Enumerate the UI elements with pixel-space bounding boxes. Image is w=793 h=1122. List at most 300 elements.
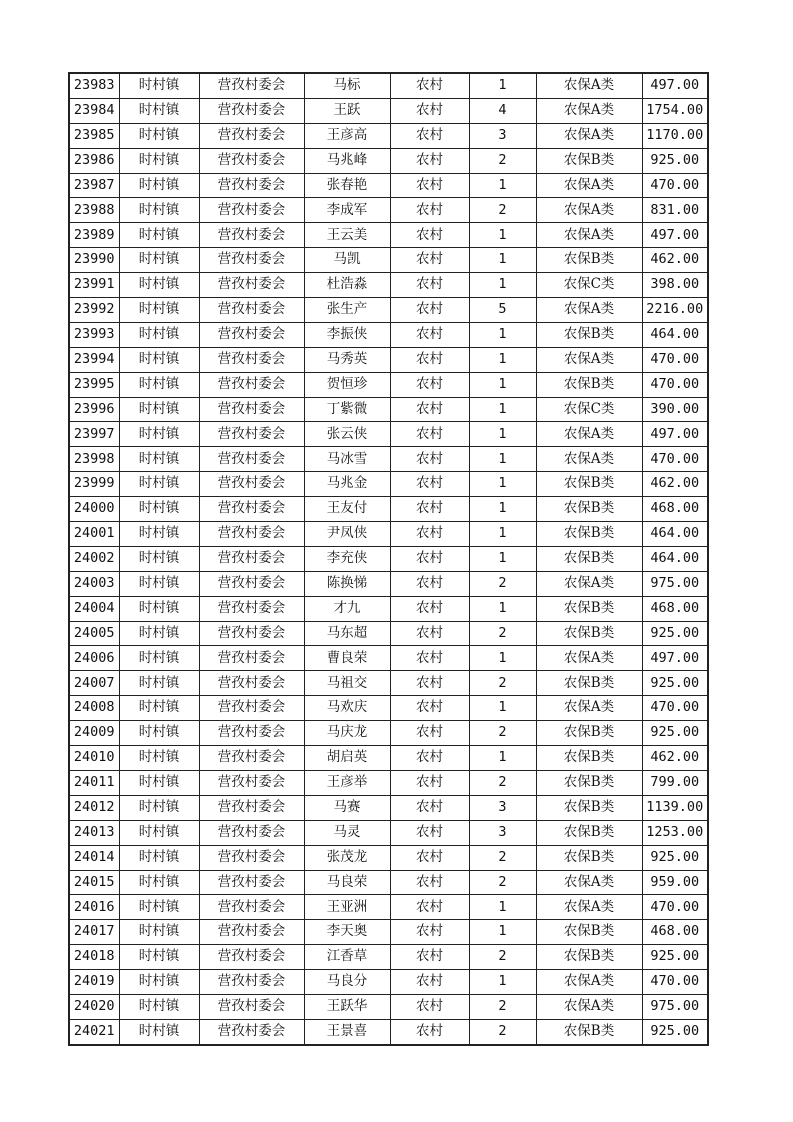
cell-household-type: 农村 [390,621,469,646]
table-row [69,895,708,920]
cell-amount: 2216.00 [642,298,708,323]
cell-household-type: 农村 [390,422,469,447]
cell-amount: 799.00 [642,770,708,795]
cell-insurance-category: 农保A类 [536,123,642,148]
cell-town: 时村镇 [119,721,199,746]
cell-person-count: 1 [469,447,536,472]
cell-amount: 470.00 [642,447,708,472]
cell-amount: 468.00 [642,596,708,621]
table-row [69,497,708,522]
cell-household-type: 农村 [390,248,469,273]
table-row [69,970,708,995]
table-row [69,372,708,397]
table-row [69,123,708,148]
cell-insurance-category: 农保A类 [536,646,642,671]
cell-record-number: 24016 [69,895,119,920]
cell-household-type: 农村 [390,447,469,472]
cell-insurance-category: 农保A类 [536,223,642,248]
cell-insurance-category: 农保A类 [536,347,642,372]
cell-person-count: 2 [469,994,536,1019]
cell-record-number: 24000 [69,497,119,522]
cell-town: 时村镇 [119,920,199,945]
table-row [69,646,708,671]
cell-village-committee: 营孜村委会 [199,98,304,123]
cell-household-type: 农村 [390,546,469,571]
cell-person-name: 马兆金 [304,472,390,497]
table-row [69,98,708,123]
cell-village-committee: 营孜村委会 [199,721,304,746]
cell-household-type: 农村 [390,920,469,945]
cell-person-count: 1 [469,372,536,397]
cell-record-number: 24014 [69,845,119,870]
cell-record-number: 24003 [69,571,119,596]
table-row [69,397,708,422]
cell-insurance-category: 农保B类 [536,596,642,621]
table-row [69,472,708,497]
cell-person-name: 马凯 [304,248,390,273]
cell-village-committee: 营孜村委会 [199,372,304,397]
cell-amount: 470.00 [642,970,708,995]
table-row [69,173,708,198]
cell-town: 时村镇 [119,770,199,795]
cell-household-type: 农村 [390,372,469,397]
cell-person-name: 马欢庆 [304,696,390,721]
cell-person-name: 马赛 [304,795,390,820]
cell-record-number: 24019 [69,970,119,995]
cell-record-number: 23997 [69,422,119,447]
cell-person-count: 1 [469,746,536,771]
cell-insurance-category: 农保B类 [536,746,642,771]
cell-amount: 925.00 [642,671,708,696]
table-row [69,522,708,547]
cell-person-count: 3 [469,123,536,148]
table-row [69,223,708,248]
cell-record-number: 23993 [69,322,119,347]
cell-amount: 1139.00 [642,795,708,820]
table-row [69,248,708,273]
cell-household-type: 农村 [390,770,469,795]
cell-household-type: 农村 [390,173,469,198]
cell-record-number: 24013 [69,820,119,845]
cell-insurance-category: 农保A类 [536,173,642,198]
cell-amount: 464.00 [642,522,708,547]
cell-record-number: 24008 [69,696,119,721]
cell-household-type: 农村 [390,746,469,771]
cell-household-type: 农村 [390,696,469,721]
cell-village-committee: 营孜村委会 [199,895,304,920]
cell-amount: 468.00 [642,497,708,522]
cell-person-count: 4 [469,98,536,123]
cell-insurance-category: 农保A类 [536,994,642,1019]
cell-village-committee: 营孜村委会 [199,422,304,447]
cell-town: 时村镇 [119,447,199,472]
table-row [69,770,708,795]
cell-person-name: 陈换悌 [304,571,390,596]
cell-person-count: 1 [469,173,536,198]
cell-record-number: 23994 [69,347,119,372]
cell-amount: 470.00 [642,895,708,920]
cell-record-number: 24005 [69,621,119,646]
cell-person-name: 王跃 [304,98,390,123]
cell-record-number: 23984 [69,98,119,123]
cell-insurance-category: 农保A类 [536,970,642,995]
cell-town: 时村镇 [119,123,199,148]
cell-village-committee: 营孜村委会 [199,148,304,173]
table-row [69,870,708,895]
cell-person-count: 1 [469,422,536,447]
cell-insurance-category: 农保B类 [536,497,642,522]
cell-village-committee: 营孜村委会 [199,173,304,198]
cell-town: 时村镇 [119,646,199,671]
cell-person-name: 江香草 [304,945,390,970]
roster-body [69,73,708,1045]
cell-amount: 464.00 [642,322,708,347]
table-row [69,347,708,372]
cell-insurance-category: 农保B类 [536,770,642,795]
cell-person-name: 马庆龙 [304,721,390,746]
cell-person-count: 1 [469,223,536,248]
cell-town: 时村镇 [119,497,199,522]
cell-amount: 390.00 [642,397,708,422]
cell-person-name: 马标 [304,73,390,98]
cell-insurance-category: 农保B类 [536,248,642,273]
cell-household-type: 农村 [390,347,469,372]
table-row [69,920,708,945]
cell-record-number: 24001 [69,522,119,547]
cell-amount: 925.00 [642,721,708,746]
cell-insurance-category: 农保B类 [536,1019,642,1044]
cell-amount: 925.00 [642,621,708,646]
cell-person-count: 2 [469,770,536,795]
cell-person-name: 才九 [304,596,390,621]
cell-amount: 462.00 [642,248,708,273]
cell-person-count: 2 [469,1019,536,1044]
cell-insurance-category: 农保B类 [536,920,642,945]
table-row [69,546,708,571]
table-row [69,945,708,970]
cell-person-name: 张春艳 [304,173,390,198]
cell-person-count: 1 [469,397,536,422]
cell-household-type: 农村 [390,845,469,870]
cell-amount: 497.00 [642,422,708,447]
cell-record-number: 24006 [69,646,119,671]
table-row [69,621,708,646]
cell-record-number: 24002 [69,546,119,571]
cell-person-name: 李成军 [304,198,390,223]
cell-amount: 925.00 [642,1019,708,1044]
cell-amount: 975.00 [642,571,708,596]
cell-village-committee: 营孜村委会 [199,920,304,945]
cell-household-type: 农村 [390,721,469,746]
cell-town: 时村镇 [119,397,199,422]
cell-record-number: 24004 [69,596,119,621]
cell-person-name: 胡启英 [304,746,390,771]
table-row [69,746,708,771]
cell-person-count: 2 [469,571,536,596]
cell-village-committee: 营孜村委会 [199,273,304,298]
cell-amount: 925.00 [642,945,708,970]
cell-person-count: 1 [469,347,536,372]
cell-town: 时村镇 [119,322,199,347]
cell-amount: 470.00 [642,173,708,198]
cell-household-type: 农村 [390,1019,469,1044]
cell-record-number: 23995 [69,372,119,397]
cell-insurance-category: 农保A类 [536,895,642,920]
cell-village-committee: 营孜村委会 [199,472,304,497]
cell-village-committee: 营孜村委会 [199,198,304,223]
cell-record-number: 23990 [69,248,119,273]
cell-household-type: 农村 [390,522,469,547]
cell-record-number: 24012 [69,795,119,820]
table-row [69,73,708,98]
cell-household-type: 农村 [390,596,469,621]
cell-household-type: 农村 [390,671,469,696]
cell-record-number: 23985 [69,123,119,148]
cell-person-name: 张茂龙 [304,845,390,870]
cell-village-committee: 营孜村委会 [199,322,304,347]
cell-household-type: 农村 [390,895,469,920]
cell-amount: 462.00 [642,472,708,497]
cell-person-count: 2 [469,621,536,646]
cell-town: 时村镇 [119,273,199,298]
table-row [69,696,708,721]
cell-village-committee: 营孜村委会 [199,447,304,472]
cell-insurance-category: 农保A类 [536,73,642,98]
cell-person-count: 1 [469,497,536,522]
cell-amount: 468.00 [642,920,708,945]
subsidy-roster-table [68,72,709,1046]
cell-record-number: 24010 [69,746,119,771]
cell-person-name: 马秀英 [304,347,390,372]
cell-town: 时村镇 [119,596,199,621]
cell-village-committee: 营孜村委会 [199,73,304,98]
cell-person-count: 3 [469,795,536,820]
cell-village-committee: 营孜村委会 [199,994,304,1019]
cell-village-committee: 营孜村委会 [199,298,304,323]
cell-household-type: 农村 [390,273,469,298]
cell-household-type: 农村 [390,123,469,148]
cell-person-name: 李天奥 [304,920,390,945]
cell-record-number: 23992 [69,298,119,323]
cell-household-type: 农村 [390,322,469,347]
cell-household-type: 农村 [390,298,469,323]
cell-person-name: 张云侠 [304,422,390,447]
cell-person-count: 1 [469,920,536,945]
cell-household-type: 农村 [390,497,469,522]
cell-amount: 1170.00 [642,123,708,148]
cell-person-name: 马兆峰 [304,148,390,173]
cell-village-committee: 营孜村委会 [199,571,304,596]
cell-person-count: 1 [469,596,536,621]
cell-town: 时村镇 [119,98,199,123]
cell-amount: 497.00 [642,223,708,248]
cell-insurance-category: 农保B类 [536,148,642,173]
cell-insurance-category: 农保B类 [536,372,642,397]
cell-record-number: 23986 [69,148,119,173]
cell-household-type: 农村 [390,98,469,123]
cell-village-committee: 营孜村委会 [199,123,304,148]
cell-household-type: 农村 [390,646,469,671]
cell-record-number: 23983 [69,73,119,98]
cell-town: 时村镇 [119,970,199,995]
cell-insurance-category: 农保A类 [536,198,642,223]
cell-town: 时村镇 [119,372,199,397]
cell-person-name: 李充侠 [304,546,390,571]
cell-record-number: 23991 [69,273,119,298]
cell-household-type: 农村 [390,945,469,970]
cell-household-type: 农村 [390,820,469,845]
cell-record-number: 24009 [69,721,119,746]
cell-town: 时村镇 [119,173,199,198]
cell-town: 时村镇 [119,248,199,273]
cell-town: 时村镇 [119,148,199,173]
cell-person-count: 2 [469,870,536,895]
cell-town: 时村镇 [119,671,199,696]
cell-town: 时村镇 [119,422,199,447]
cell-amount: 497.00 [642,73,708,98]
cell-town: 时村镇 [119,472,199,497]
table-row [69,1019,708,1044]
cell-person-name: 马冰雪 [304,447,390,472]
cell-amount: 497.00 [642,646,708,671]
cell-town: 时村镇 [119,795,199,820]
cell-person-name: 张生产 [304,298,390,323]
cell-person-count: 2 [469,721,536,746]
cell-town: 时村镇 [119,571,199,596]
cell-record-number: 24011 [69,770,119,795]
cell-household-type: 农村 [390,198,469,223]
cell-insurance-category: 农保A类 [536,696,642,721]
cell-person-name: 王景喜 [304,1019,390,1044]
cell-insurance-category: 农保B类 [536,472,642,497]
cell-person-count: 3 [469,820,536,845]
cell-village-committee: 营孜村委会 [199,248,304,273]
cell-person-count: 1 [469,73,536,98]
cell-person-name: 王跃华 [304,994,390,1019]
cell-town: 时村镇 [119,696,199,721]
cell-amount: 975.00 [642,994,708,1019]
cell-household-type: 农村 [390,148,469,173]
cell-person-name: 丁紫微 [304,397,390,422]
cell-village-committee: 营孜村委会 [199,820,304,845]
cell-village-committee: 营孜村委会 [199,621,304,646]
cell-household-type: 农村 [390,571,469,596]
cell-person-count: 1 [469,895,536,920]
table-row [69,322,708,347]
cell-amount: 1754.00 [642,98,708,123]
cell-village-committee: 营孜村委会 [199,671,304,696]
cell-person-count: 1 [469,322,536,347]
cell-insurance-category: 农保B类 [536,522,642,547]
cell-town: 时村镇 [119,994,199,1019]
cell-person-name: 李振侠 [304,322,390,347]
cell-insurance-category: 农保B类 [536,820,642,845]
cell-household-type: 农村 [390,795,469,820]
cell-amount: 470.00 [642,696,708,721]
cell-household-type: 农村 [390,472,469,497]
cell-village-committee: 营孜村委会 [199,347,304,372]
cell-person-count: 1 [469,248,536,273]
cell-village-committee: 营孜村委会 [199,870,304,895]
cell-person-count: 1 [469,646,536,671]
table-row [69,671,708,696]
table-row [69,273,708,298]
table-row [69,298,708,323]
cell-village-committee: 营孜村委会 [199,945,304,970]
cell-record-number: 23999 [69,472,119,497]
cell-person-name: 杜浩淼 [304,273,390,298]
table-row [69,721,708,746]
cell-household-type: 农村 [390,223,469,248]
cell-town: 时村镇 [119,945,199,970]
cell-person-name: 曹良荣 [304,646,390,671]
cell-person-name: 贺恒珍 [304,372,390,397]
table-row [69,795,708,820]
cell-record-number: 23989 [69,223,119,248]
cell-insurance-category: 农保B类 [536,671,642,696]
cell-amount: 959.00 [642,870,708,895]
cell-person-name: 王亚洲 [304,895,390,920]
cell-record-number: 24015 [69,870,119,895]
cell-village-committee: 营孜村委会 [199,795,304,820]
cell-town: 时村镇 [119,198,199,223]
cell-amount: 470.00 [642,372,708,397]
cell-insurance-category: 农保A类 [536,422,642,447]
cell-amount: 831.00 [642,198,708,223]
cell-person-name: 王彦高 [304,123,390,148]
cell-record-number: 24020 [69,994,119,1019]
cell-household-type: 农村 [390,73,469,98]
cell-record-number: 24017 [69,920,119,945]
cell-person-count: 1 [469,273,536,298]
cell-person-count: 1 [469,546,536,571]
cell-person-count: 5 [469,298,536,323]
cell-record-number: 24021 [69,1019,119,1044]
table-row [69,596,708,621]
cell-town: 时村镇 [119,347,199,372]
cell-person-count: 1 [469,970,536,995]
cell-person-name: 马灵 [304,820,390,845]
cell-insurance-category: 农保B类 [536,546,642,571]
cell-amount: 464.00 [642,546,708,571]
cell-village-committee: 营孜村委会 [199,1019,304,1044]
cell-household-type: 农村 [390,870,469,895]
cell-town: 时村镇 [119,845,199,870]
cell-insurance-category: 农保C类 [536,397,642,422]
cell-insurance-category: 农保B类 [536,721,642,746]
cell-record-number: 23987 [69,173,119,198]
cell-town: 时村镇 [119,895,199,920]
table-row [69,845,708,870]
table-row [69,447,708,472]
cell-village-committee: 营孜村委会 [199,497,304,522]
cell-amount: 462.00 [642,746,708,771]
cell-village-committee: 营孜村委会 [199,546,304,571]
cell-record-number: 24018 [69,945,119,970]
cell-household-type: 农村 [390,970,469,995]
cell-town: 时村镇 [119,298,199,323]
cell-person-count: 2 [469,945,536,970]
cell-town: 时村镇 [119,870,199,895]
cell-person-name: 马东超 [304,621,390,646]
cell-town: 时村镇 [119,223,199,248]
cell-town: 时村镇 [119,621,199,646]
cell-person-count: 2 [469,671,536,696]
cell-insurance-category: 农保A类 [536,298,642,323]
cell-record-number: 24007 [69,671,119,696]
cell-insurance-category: 农保B类 [536,795,642,820]
cell-village-committee: 营孜村委会 [199,646,304,671]
